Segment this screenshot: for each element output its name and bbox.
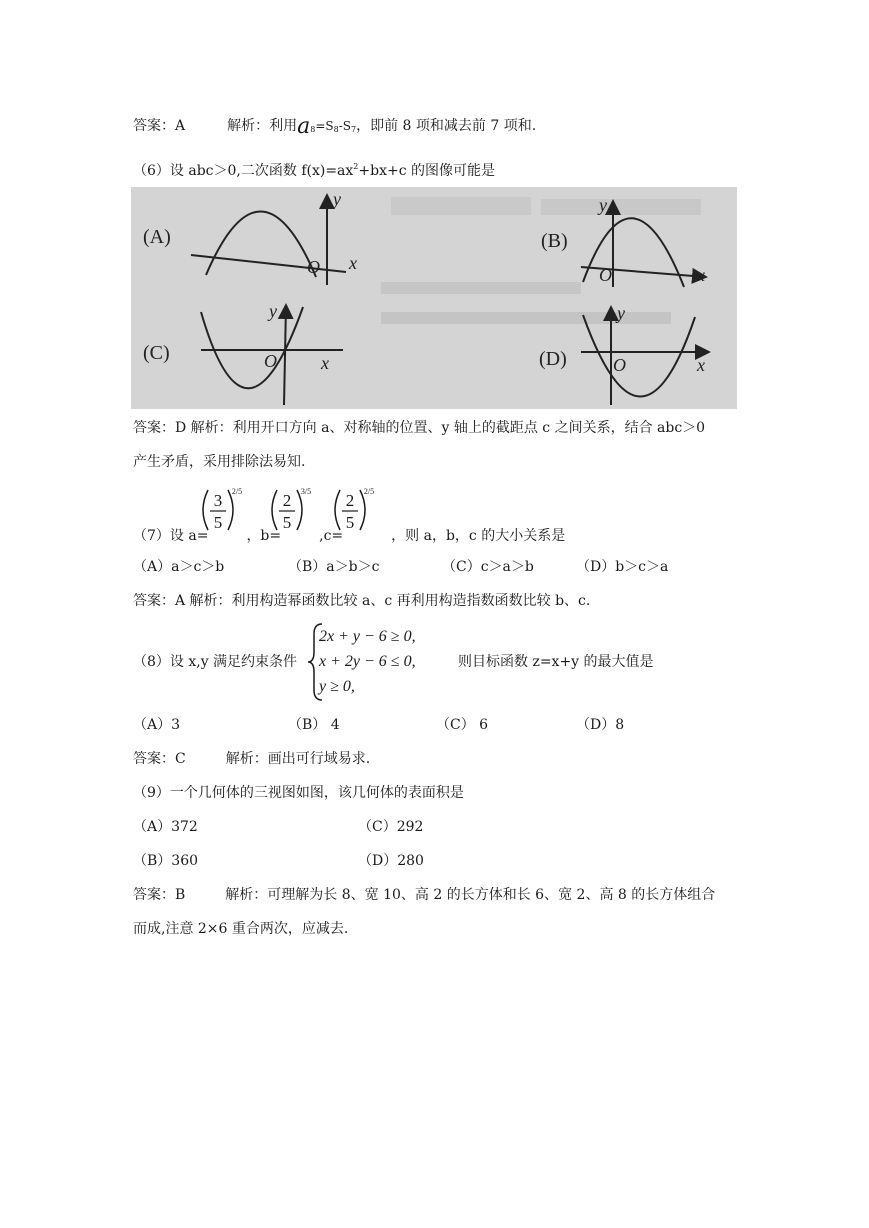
q5-answer-label: 答案：A (133, 118, 186, 134)
q9-question: （9）一个几何体的三视图如图，该几何体的表面积是 (133, 785, 464, 801)
graph-b-y-label: y (599, 195, 607, 215)
q7-option-c[interactable]: （C）c＞a＞b (442, 559, 534, 575)
q9-answer (133, 885, 715, 905)
constraint-3: y ≥ 0, (319, 678, 355, 695)
q8-constraints (319, 624, 416, 699)
q9-analysis: 解析：可理解为长 8、宽 10、高 2 的长方体和长 6、宽 2、高 8 的长方体组合 (225, 887, 716, 903)
q8-option-d[interactable]: （D）8 (576, 717, 625, 733)
parabola-figure (131, 187, 737, 409)
q9-option-a[interactable]: （A）372 (133, 819, 198, 835)
q8-prefix: （8）设 x,y 满足约束条件 (133, 654, 298, 670)
q7-suffix: ，则 a，b，c 的大小关系是 (391, 528, 566, 544)
constraint-1: 2x + y − 6 ≥ 0, (319, 628, 416, 645)
graph-d-y-label: y (617, 303, 625, 323)
q6-answer-cont: 产生矛盾，采用排除法易知. (133, 454, 306, 470)
q7-option-d[interactable]: （D）b＞c＞a (576, 559, 669, 575)
graph-a-origin: O (307, 257, 320, 277)
graph-a (191, 195, 346, 285)
q9-answer-label: 答案：B (133, 887, 186, 903)
graph-d-origin: O (613, 355, 626, 375)
a-numerator: 3 (213, 491, 223, 510)
s7-subscript: 7 (351, 125, 357, 134)
graph-b-origin: O (599, 265, 612, 285)
q8-option-a[interactable]: （A）3 (133, 717, 181, 733)
q9-answer-cont: 而成,注意 2×6 重合两次，应减去. (133, 921, 349, 937)
q7-option-a[interactable]: （A）a＞c＞b (133, 559, 225, 575)
q5-answer-line (133, 116, 536, 140)
q7-c-label: ,c= (319, 528, 344, 544)
q7-option-b[interactable]: （B）a＞b＞c (288, 559, 380, 575)
s8-subscript: 8 (333, 125, 339, 134)
graph-b-x-label: x (697, 265, 705, 285)
graph-d-label: (D) (539, 348, 567, 370)
c-exponent: 2/5 (363, 487, 375, 496)
q6-question-tail: +bx+c 的图像可能是 (358, 163, 495, 179)
graph-d-x-label: x (697, 355, 705, 375)
q7-answer: 答案：A 解析：利用构造幂函数比较 a、c 再利用构造指数函数比较 b、c. (133, 593, 591, 609)
minus-s: -S (338, 119, 351, 133)
a8-subscript: 8 (310, 125, 316, 134)
graph-b-label: (B) (541, 230, 568, 252)
graph-c-label: (C) (143, 342, 170, 364)
graph-c-y-label: y (269, 301, 277, 321)
background-scan-noise (381, 197, 701, 324)
eq-text: =S (315, 119, 334, 133)
q6-question-text: （6）设 abc＞0,二次函数 f(x)=ax (133, 163, 354, 179)
q5-analysis-prefix: 解析：利用 (227, 118, 298, 134)
graph-a-label: (A) (143, 226, 171, 248)
q7-fractions (195, 484, 395, 540)
a-denominator: 5 (213, 513, 223, 532)
q9-option-d[interactable]: （D）280 (358, 853, 424, 869)
q8-answer (133, 749, 370, 769)
c-numerator: 2 (345, 491, 355, 510)
b-denominator: 5 (282, 513, 292, 532)
q9-option-b[interactable]: （B）360 (133, 853, 199, 869)
q8-suffix: 则目标函数 z=x+y 的最大值是 (458, 654, 654, 670)
c-denominator: 5 (345, 513, 355, 532)
q8-answer-label: 答案：C (133, 751, 186, 767)
graph-c-parabola (201, 307, 303, 388)
constraint-2: x + 2y − 6 ≤ 0, (319, 653, 416, 670)
q6-question (133, 157, 495, 181)
q6-answer: 答案：D 解析：利用开口方向 a、对称轴的位置、y 轴上的截距点 c 之间关系，结合 abc＞0 (133, 420, 706, 436)
q8-option-b[interactable]: （B） 4 (288, 717, 340, 733)
graph-a-y-label: y (333, 189, 341, 209)
q8-option-c[interactable]: （C） 6 (436, 717, 489, 733)
q8-analysis: 解析：画出可行域易求. (225, 751, 371, 767)
q5-analysis-suffix: ，即前 8 项和减去前 7 项和. (356, 118, 537, 134)
parabola-graphs (131, 187, 737, 409)
graph-c-origin: O (264, 351, 277, 371)
q7-prefix: （7）设 a= (133, 528, 209, 544)
b-exponent: 3/5 (300, 487, 312, 496)
q6-sup: 2 (353, 162, 359, 171)
a8-symbol: a (297, 114, 311, 139)
q9-option-c[interactable]: （C）292 (358, 819, 424, 835)
graph-a-x-label: x (349, 253, 357, 273)
graph-c-y-axis (284, 305, 286, 405)
graph-c-x-label: x (321, 353, 329, 373)
a-exponent: 2/5 (231, 487, 243, 496)
graph-d-parabola (583, 315, 695, 397)
b-numerator: 2 (282, 491, 292, 510)
q7-b-label: ，b= (246, 528, 282, 544)
